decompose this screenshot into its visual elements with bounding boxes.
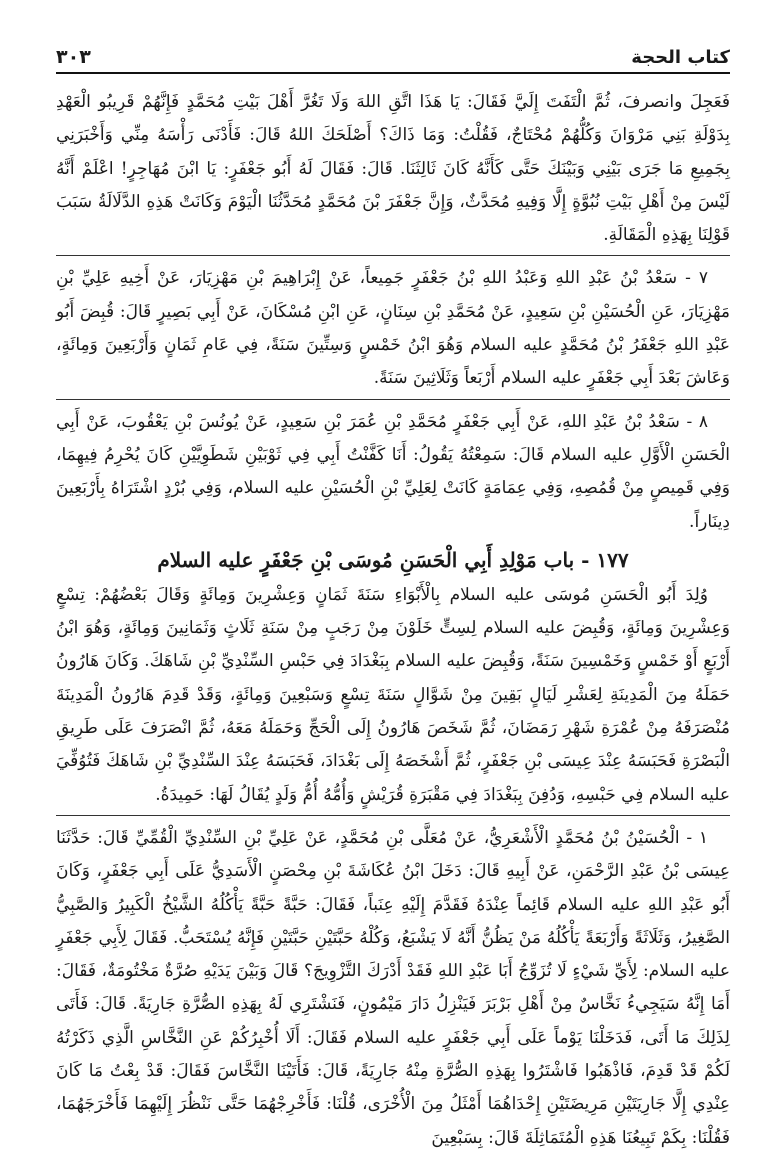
divider bbox=[56, 399, 730, 400]
chapter-intro: وُلِدَ أَبُو الْحَسَنِ مُوسَى عليه السلام بِالْأَبْوَاءِ سَنَةَ ثَمَانٍ وَعِشْرِينَ وَمِائَةٍ وَقَالَ بَعْضُهُمْ: تِسْعٍ وَعِشْرِينَ وَمِائَةٍ، وَقُبِضَ عليه السلام لِسِتٍّ خَلَوْنَ مِنْ رَجَبٍ مِنْ سَنَةِ ثَلَاثٍ وَثَمَانِينَ وَمِائَةٍ، وَهُوَ ابْنُ أَرْبَعٍ أَوْ خَمْسٍ وَخَمْسِينَ سَنَةً، وَقُبِضَ عليه السلام بِبَغْدَادَ فِي حَبْسِ السِّنْدِيِّ بْنِ شَاهَكَ. وَكَانَ هَارُونُ حَمَلَهُ مِنَ الْمَدِينَةِ لِعَشْرِ لَيَالٍ بَقِينَ مِنْ شَوَّالٍ سَنَةَ تِسْعٍ وَسَبْعِينَ وَمِائَةٍ، وَقَدْ قَدِمَ هَارُونُ الْمَدِينَةَ مُنْصَرَفَهُ مِنْ عُمْرَةِ شَهْرِ رَمَضَانَ، ثُمَّ شَخَصَ هَارُونُ إِلَى الْحَجِّ وَحَمَلَهُ مَعَهُ، ثُمَّ انْصَرَفَ عَلَى طَرِيقِ الْبَصْرَةِ فَحَبَسَهُ عِنْدَ عِيسَى بْنِ جَعْفَرٍ، ثُمَّ أَشْخَصَهُ إِلَى بَغْدَادَ، فَحَبَسَهُ عِنْدَ السِّنْدِيِّ بْنِ شَاهَكَ فَتُوُفِّيَ عليه السلام فِي حَبْسِهِ، وَدُفِنَ بِبَغْدَادَ فِي مَقْبَرَةِ قُرَيْشٍ وَأُمُّهُ أُمُّ وَلَدٍ يُقَالُ لَهَا: حَمِيدَةُ. bbox=[56, 584, 730, 805]
page-number: ٣٠٣ bbox=[56, 46, 91, 68]
page-body bbox=[56, 86, 730, 1148]
divider bbox=[56, 255, 730, 256]
page-header bbox=[56, 38, 730, 74]
hadith-1: ١ - الْحُسَيْنُ بْنُ مُحَمَّدٍ الْأَشْعَرِيُّ، عَنْ مُعَلَّى بْنِ مُحَمَّدٍ، عَنْ عَلِيِّ بْنِ السِّنْدِيِّ الْقُمِّيِّ قَالَ: حَدَّثَنَا عِيسَى بْنُ عَبْدِ الرَّحْمَنِ، عَنْ أَبِيهِ قَالَ: دَخَلَ ابْنُ عُكَاشَةَ بْنِ مِحْصَنٍ الْأَسَدِيُّ عَلَى أَبِي جَعْفَرٍ، وَكَانَ أَبُو عَبْدِ اللهِ عليه السلام قَائِماً عِنْدَهُ فَقَدَّمَ إِلَيْهِ عِنَباً، فَقَالَ: حَبَّةً حَبَّةً يَأْكُلُهُ الشَّيْخُ الْكَبِيرُ وَالصَّبِيُّ الصَّغِيرُ، وَثَلَاثَةً وَأَرْبَعَةً يَأْكُلُهُ مَنْ يَظُنُّ أَنَّهُ لَا يَشْبَعُ، وَكُلْهُ حَبَّتَيْنِ حَبَّتَيْنِ فَإِنَّهُ يُسْتَحَبُّ. فَقَالَ لِأَبِي جَعْفَرٍ عليه السلام: لِأَيِّ شَيْءٍ لَا تُزَوِّجُ أَبَا عَبْدِ اللهِ فَقَدْ أَدْرَكَ التَّزْوِيجَ؟ قَالَ وَبَيْنَ يَدَيْهِ صُرَّةٌ مَخْتُومَةٌ، فَقَالَ: أَمَا إِنَّهُ سَيَجِيءُ نَخَّاسٌ مِنْ أَهْلِ بَرْبَرَ فَيَنْزِلُ دَارَ مَيْمُونٍ، فَنَشْتَرِي لَهُ بِهَذِهِ الصُّرَّةِ جَارِيَةً. قَالَ: فَأَتَى لِذَلِكَ مَا أَتَى، فَدَخَلْنَا يَوْماً عَلَى أَبِي جَعْفَرٍ عليه السلام فَقَالَ: أَلَا أُخْبِرُكُمْ عَنِ النَّخَّاسِ الَّذِي ذَكَرْتُهُ لَكُمْ قَدْ قَدِمَ، فَاذْهَبُوا فَاشْتَرُوا بِهَذِهِ الصُّرَّةِ مِنْهُ جَارِيَةً، قَالَ: فَأَتَيْنَا النَّخَّاسَ فَقَالَ: قَدْ بِعْتُ مَا كَانَ عِنْدِي إِلَّا جَارِيَتَيْنِ مَرِيضَتَيْنِ إِحْدَاهُمَا أَمْثَلُ مِنَ الْأُخْرَى، قُلْنَا: فَأَخْرِجْهُمَا حَتَّى نَنْظُرَ إِلَيْهِمَا فَأَخْرَجَهُمَا، فَقُلْنَا: بِكَمْ تَبِيعُنَا هَذِهِ الْمُتَمَاثِلَةَ قَالَ: بِسَبْعِينَ bbox=[56, 827, 730, 1148]
running-title: كتاب الحجة bbox=[631, 47, 730, 68]
divider bbox=[56, 815, 730, 816]
hadith-8: ٨ - سَعْدُ بْنُ عَبْدِ اللهِ، عَنْ أَبِي جَعْفَرٍ مُحَمَّدِ بْنِ عُمَرَ بْنِ سَعِيدٍ، عَنْ يُونُسَ بْنِ يَعْقُوبَ، عَنْ أَبِي الْحَسَنِ الْأَوَّلِ عليه السلام قَالَ: سَمِعْتُهُ يَقُولُ: أَنَا كَفَّنْتُ أَبِي فِي ثَوْبَيْنِ شَطَوِيَّيْنِ كَانَ يُحْرِمُ فِيهِمَا، وَفِي قَمِيصٍ مِنْ قُمُصِهِ، وَفِي عِمَامَةٍ كَانَتْ لِعَلِيِّ بْنِ الْحُسَيْنِ عليه السلام، وَفِي بُرْدٍ اشْتَرَاهُ بِأَرْبَعِينَ دِينَاراً. bbox=[56, 411, 730, 532]
chapter-title: ١٧٧ - باب مَوْلِدِ أَبِي الْحَسَنِ مُوسَى بْنِ جَعْفَرٍ عليه السلام bbox=[157, 547, 629, 572]
hadith-7: ٧ - سَعْدُ بْنُ عَبْدِ اللهِ وَعَبْدُ اللهِ بْنُ جَعْفَرٍ جَمِيعاً، عَنْ إِبْرَاهِيمَ بْنِ مَهْزِيَارَ، عَنْ أَخِيهِ عَلِيِّ بْنِ مَهْزِيَارَ، عَنِ الْحُسَيْنِ بْنِ سَعِيدٍ، عَنْ مُحَمَّدِ بْنِ سِنَانٍ، عَنِ ابْنِ مُسْكَانَ، عَنْ أَبِي بَصِيرٍ قَالَ: قُبِضَ أَبُو عَبْدِ اللهِ جَعْفَرُ بْنُ مُحَمَّدٍ عليه السلام وَهُوَ ابْنُ خَمْسٍ وَسِتِّينَ سَنَةً، فِي عَامِ ثَمَانٍ وَأَرْبَعِينَ وَمِائَةٍ، وَعَاشَ بَعْدَ أَبِي جَعْفَرٍ عليه السلام أَرْبَعاً وَثَلَاثِينَ سَنَةً. bbox=[56, 268, 730, 389]
paragraph-continuation: فَعَجِلَ وانصرفَ، ثُمَّ الْتَفَتَ إِلَيَّ فَقَالَ: يَا هَذَا اتَّقِ اللهَ وَلَا تَغُرَّ أَهْلَ بَيْتِ مُحَمَّدٍ فَإِنَّهُمْ قَرِيبُو الْعَهْدِ بِدَوْلَةِ بَنِي مَرْوَانَ وَكُلُّهُمْ مُحْتَاجٌ، فَقُلْتُ: وَمَا ذَاكَ؟ أَصْلَحَكَ اللهُ قَالَ: فَأَدْنَى رَأْسَهُ مِنِّي وَأَخْبَرَنِي بِجَمِيعِ مَا جَرَى بَيْنِي وَبَيْنَكَ حَتَّى كَأَنَّهُ كَانَ ثَالِثَنَا. قَالَ: فَقَالَ لَهُ أَبُو جَعْفَرٍ: يَا ابْنَ مُهَاجِرٍ! اعْلَمْ أَنَّهُ لَيْسَ مِنْ أَهْلِ بَيْتِ نُبُوَّةٍ إِلَّا وَفِيهِ مُحَدَّثٌ، وَإِنَّ جَعْفَرَ بْنَ مُحَمَّدٍ مُحَدَّثُنَا الْيَوْمَ وَكَانَتْ هَذِهِ الدَّلَالَةُ سَبَبَ قَوْلِنَا بِهَذِهِ الْمَقَالَةِ. bbox=[56, 92, 730, 246]
